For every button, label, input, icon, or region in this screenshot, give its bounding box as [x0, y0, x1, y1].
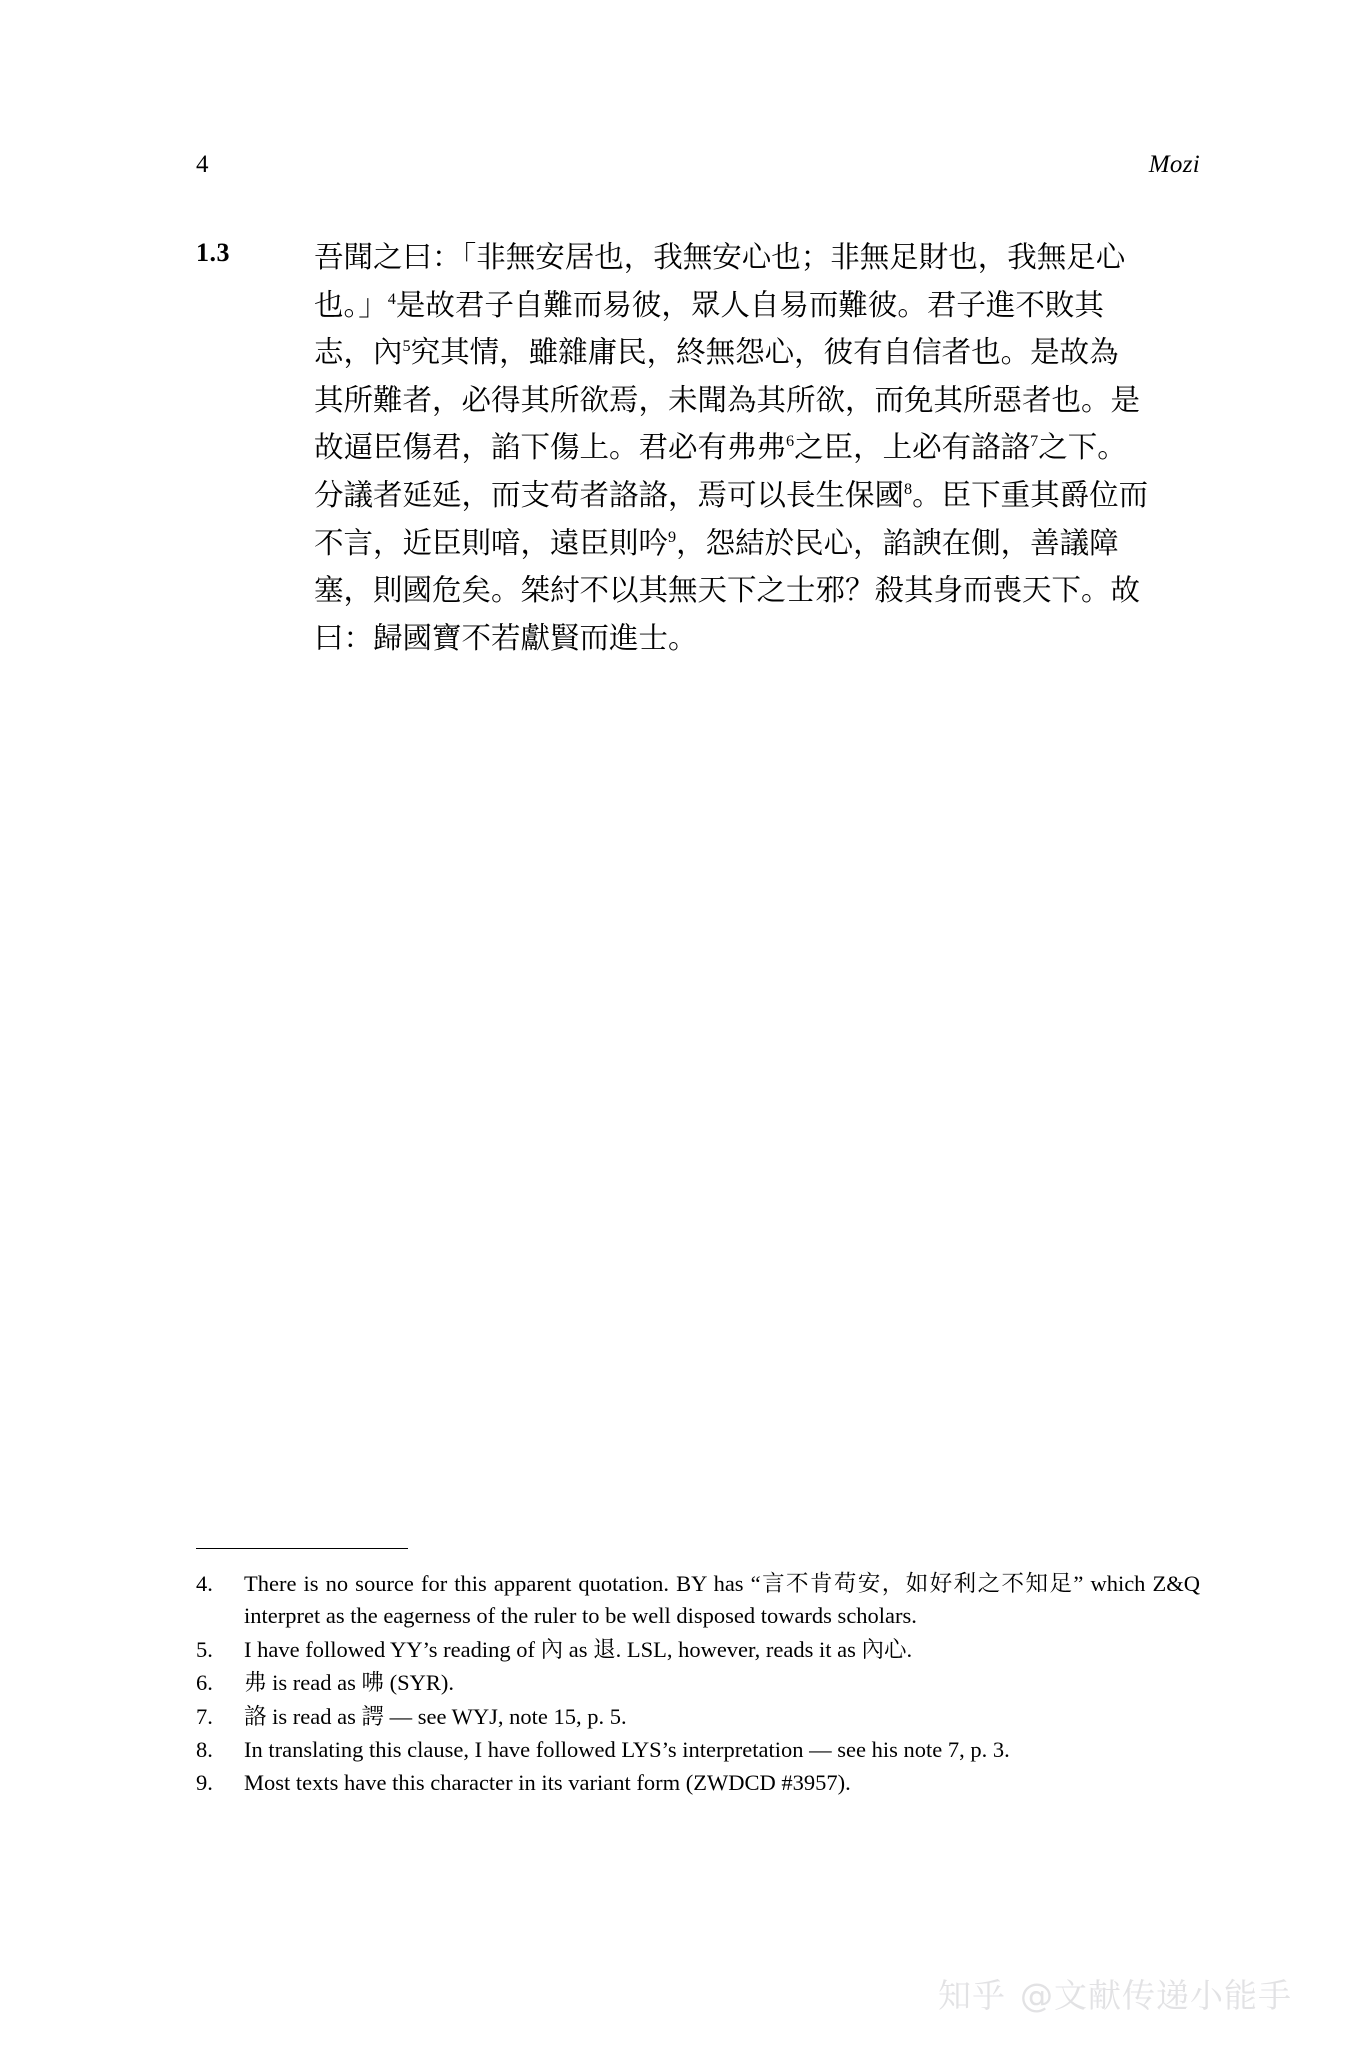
body-line: 志，內$^5$究其情，雖雜庸民，終無怨心，彼有自信者也。是故為 — [314, 335, 1119, 370]
footnote-text: 詻 is read as 諤 — see WYJ, note 15, p. 5. — [244, 1703, 627, 1729]
footnote-separator-rule — [196, 1548, 408, 1549]
footnote-marker-8: 8 — [904, 480, 913, 499]
body-line: 故逼臣傷君，諂下傷上。君必有弗弗$^6$之臣，上必有詻詻$^7$之下。 — [314, 430, 1127, 465]
footnote-marker-5: 5 — [402, 337, 411, 356]
body-line: 曰：歸國寶不若獻賢而進士。 — [314, 620, 698, 655]
footnote-text: I have followed YY’s reading of 內 as 退. LSL, however, reads it as 內心. — [244, 1636, 913, 1662]
footnote-number: 6. — [196, 1670, 213, 1696]
footnote-text: Most texts have this character in its variant form (ZWDCD #3957). — [244, 1770, 851, 1796]
body-line: 塞，則國危矣。桀紂不以其無天下之士邪？殺其身而喪天下。故 — [314, 573, 1141, 608]
body-line: 分議者延延，而支苟者詻詻，焉可以長生保國$^8$。臣下重其爵位而 — [314, 477, 1149, 512]
footnote-marker-7: 7 — [1030, 432, 1039, 451]
section-1-3 — [196, 234, 1200, 662]
footnote-number: 4. — [196, 1571, 213, 1596]
book-title-header: Mozi — [1148, 151, 1200, 178]
body-line: 其所難者，必得其所欲焉，未聞為其所欲，而免其所惡者也。是 — [314, 382, 1141, 417]
chinese-body-text — [314, 234, 1200, 662]
footnote-number: 5. — [196, 1636, 213, 1662]
footnote-text: There is no source for this apparent quotation. BY has “言不肯苟安，如好利之不知足” which Z&Q interpret as the eagerness of the ruler to be well disposed towards scholars. — [244, 1571, 1200, 1629]
footnotes-list — [196, 1568, 1200, 1801]
footnote-text: In translating this clause, I have followed LYS’s interpretation — see his note 7, p. 3. — [244, 1737, 1010, 1763]
footnote-item — [196, 1767, 1200, 1799]
footnote-number: 9. — [196, 1770, 213, 1796]
section-number: 1.3 — [196, 238, 230, 267]
watermark-handle: @文献传递小能手 — [1020, 1976, 1292, 2015]
body-line: 也。」$^4$是故君子自難而易彼，眾人自易而難彼。君子進不敗其 — [314, 287, 1104, 322]
footnote-marker-9: 9 — [668, 527, 677, 546]
footnote-item — [196, 1734, 1200, 1766]
footnote-item — [196, 1701, 1200, 1733]
watermark — [938, 1976, 1292, 2015]
footnote-item — [196, 1568, 1200, 1633]
body-line: 吾聞之曰：「非無安居也，我無安心也；非無足財也，我無足心 — [314, 240, 1126, 274]
page-number: 4 — [196, 151, 209, 178]
body-line: 不言，近臣則喑，遠臣則吟$^9$，怨結於民心，諂諛在側，善議障 — [314, 525, 1119, 560]
footnote-number: 7. — [196, 1703, 213, 1729]
footnote-number: 8. — [196, 1737, 213, 1763]
footnote-marker-6: 6 — [786, 432, 795, 451]
footnote-item — [196, 1634, 1200, 1666]
watermark-logo: 知乎 — [938, 1976, 1006, 2015]
footnote-text: 弗 is read as 咈 (SYR). — [244, 1670, 454, 1696]
footnote-marker-4: 4 — [387, 289, 396, 308]
footnote-item — [196, 1667, 1200, 1699]
running-head — [196, 148, 1200, 182]
